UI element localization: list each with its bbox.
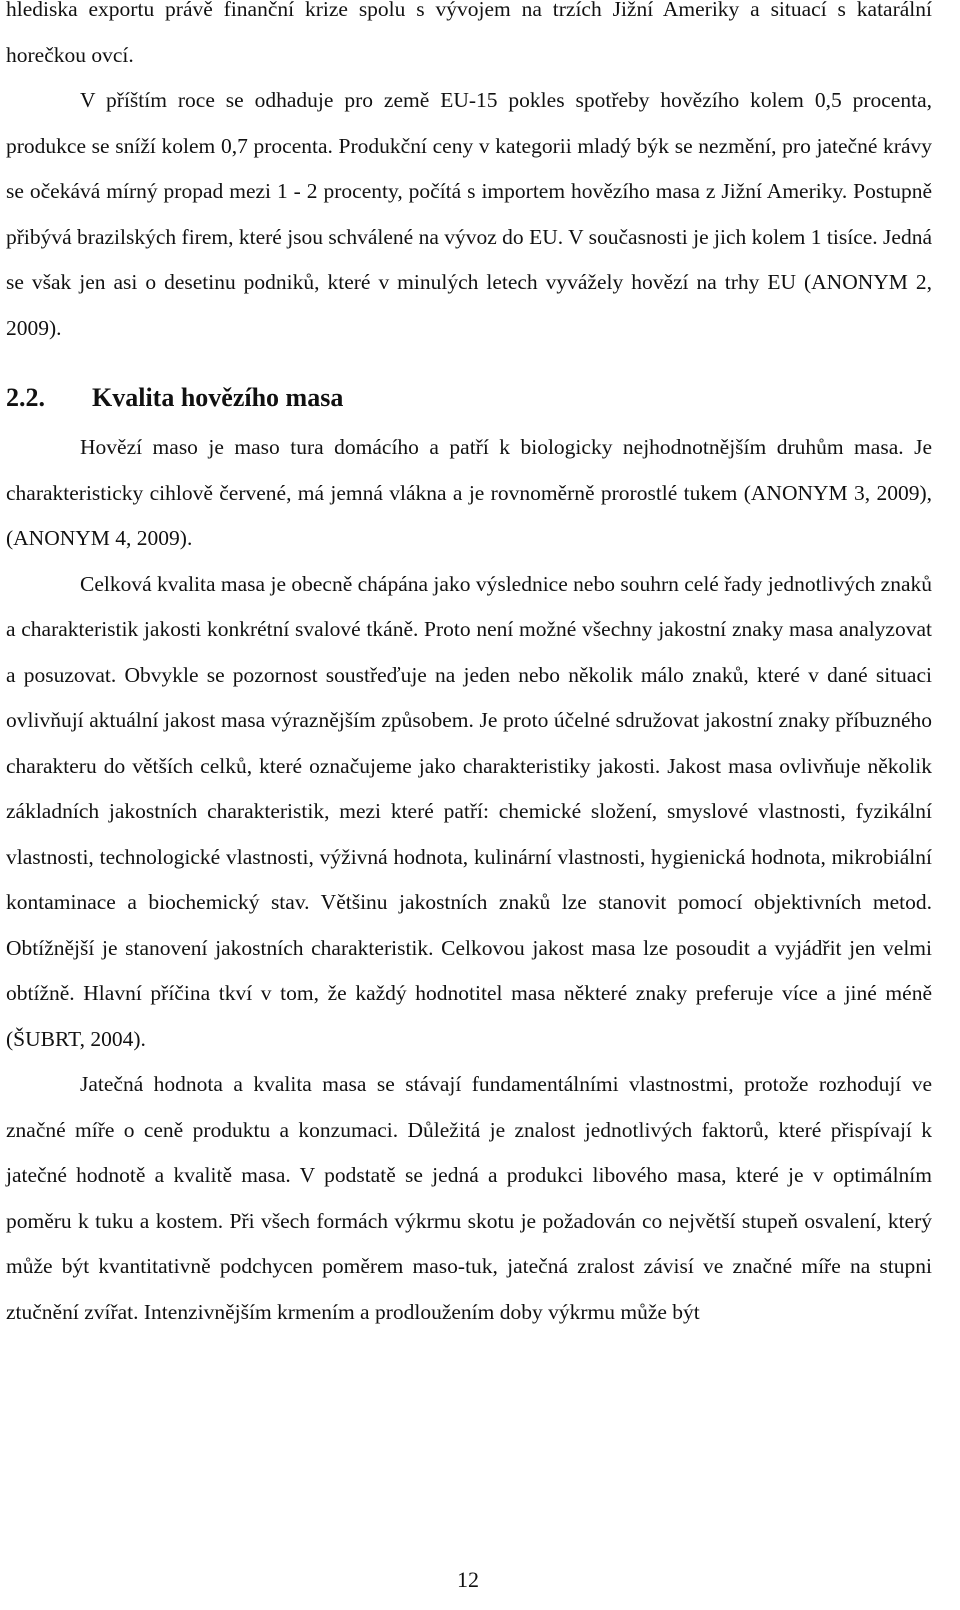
section-heading	[6, 381, 932, 415]
document-page	[6, 0, 932, 1335]
page-number: 12	[457, 1567, 479, 1592]
paragraph-meat-quality: Celková kvalita masa je obecně chápána jako výslednice nebo souhrn celé řady jednotlivých znaků a charakteristik jakosti konkrétní svalové tkáně. Proto není možné všechny jakostní znaky masa analyzovat a posuzovat. Obvykle se pozornost soustřeďuje na jeden nebo několik málo znaků, které v dané situaci ovlivňují aktuální jakost masa výraznějším způsobem. Je proto účelné sdružovat jakostní znaky příbuzného charakteru do větších celků, které označujeme jako charakteristiky jakosti. Jakost masa ovlivňuje několik základních jakostních charakteristik, mezi které patří: chemické složení, smyslové vlastnosti, fyzikální vlastnosti, technologické vlastnosti, výživná hodnota, kulinární vlastnosti, hygienická hodnota, mikrobiální kontaminace a biochemický stav. Většinu jakostních znaků lze stanovit pomocí objektivních metod. Obtížnější je stanovení jakostních charakteristik. Celkovou jakost masa lze posoudit a vyjádřit jen velmi obtížně. Hlavní příčina tkví v tom, že každý hodnotitel masa některé znaky preferuje více a jiné méně (ŠUBRT, 2004).	[6, 571, 932, 1051]
paragraph-export-continuation: hlediska exportu právě finanční krize spolu s vývojem na trzích Jižní Ameriky a situací s katarální horečkou ovcí.	[6, 0, 932, 67]
paragraph-eu-forecast: V příštím roce se odhaduje pro země EU-15 pokles spotřeby hovězího kolem 0,5 procenta, produkce se sníží kolem 0,7 procenta. Produkční ceny v kategorii mladý býk se nezmění, pro jatečné krávy se očekává mírný propad mezi 1 - 2 procenty, počítá s importem hovězího masa z Jižní Ameriky. Postupně přibývá brazilských firem, které jsou schválené na vývoz do EU. V současnosti je jich kolem 1 tisíce. Jedná se však jen asi o desetinu podniků, které v minulých letech vyvážely hovězí na trhy EU (ANONYM 2, 2009).	[6, 88, 932, 340]
paragraph-beef-definition: Hovězí maso je maso tura domácího a patří k biologicky nejhodnotnějším druhům masa. Je charakteristicky cihlově červené, má jemná vlákna a je rovnoměrně prorostlé tukem (ANONYM 3, 2009), (ANONYM 4, 2009).	[6, 435, 932, 550]
section-title: Kvalita hovězího masa	[92, 383, 344, 412]
paragraph-slaughter-value: Jatečná hodnota a kvalita masa se stávají fundamentálními vlastnostmi, protože rozhodují ve značné míře o ceně produktu a konzumaci. Důležitá je znalost jednotlivých faktorů, které přispívají k jatečné hodnotě a kvalitě masa. V podstatě se jedná a produkci libového masa, které je v optimálním poměru k tuku a kostem. Při všech formách výkrmu skotu je požadován co největší stupeň osvalení, který může být kvantitativně podchycen poměrem maso-tuk, jatečná zralost závisí ve značné míře na stupni ztučnění zvířat. Intenzivnějším krmením a prodloužením doby výkrmu může být	[6, 1072, 932, 1324]
section-number: 2.2.	[6, 383, 45, 412]
